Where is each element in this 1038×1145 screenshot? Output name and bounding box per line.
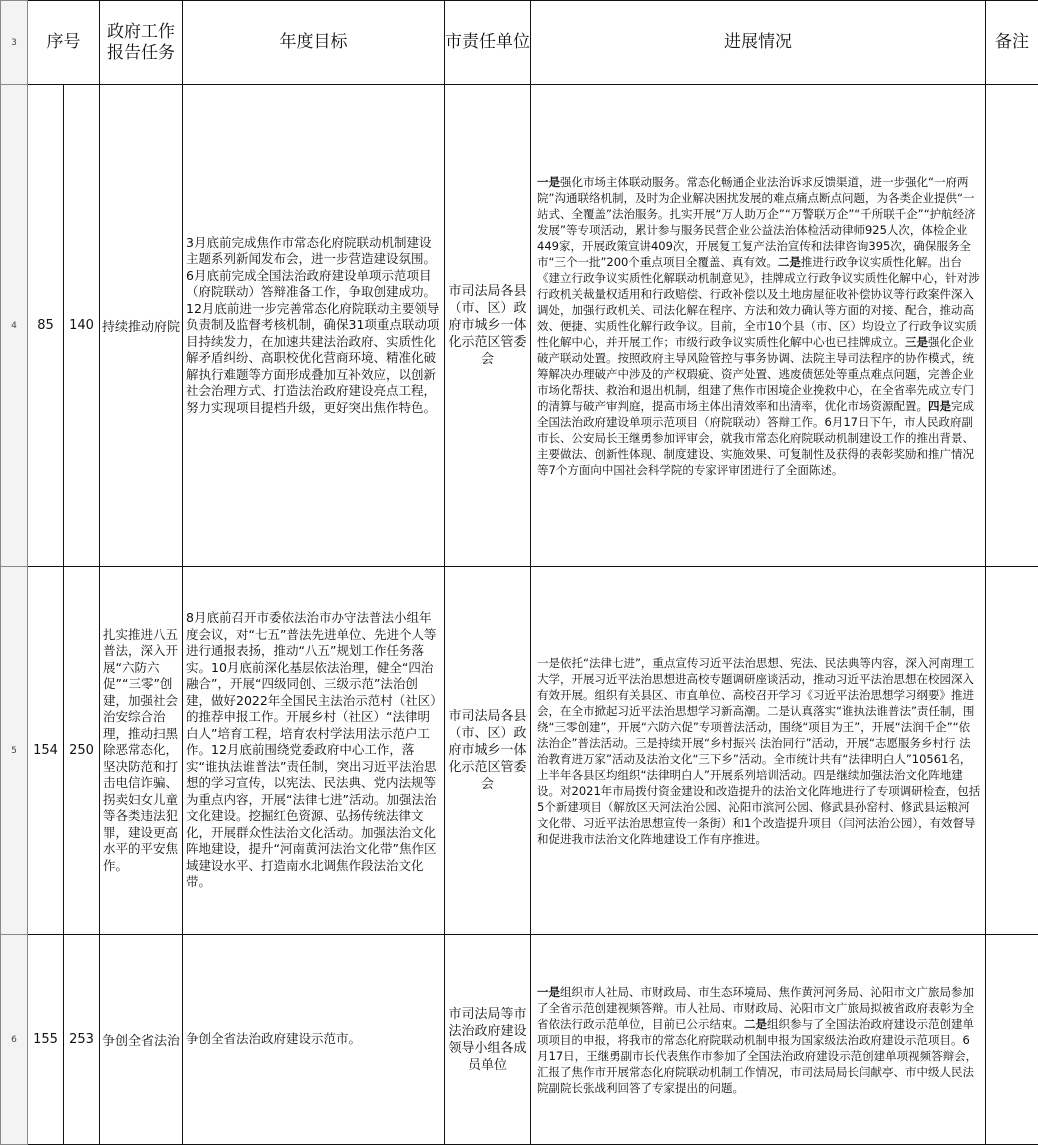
row-number[interactable]: 5: [1, 567, 28, 935]
progress-bold: 二是: [777, 254, 801, 269]
seq-number-1: 85: [28, 85, 64, 567]
progress-bold: 三是: [905, 334, 928, 349]
progress-cell: [531, 567, 986, 935]
task-cell: 持续推动府院: [100, 85, 183, 567]
header-progress: 进展情况: [531, 1, 986, 85]
row-number[interactable]: 3: [1, 1, 28, 85]
remark-cell: [986, 935, 1038, 1145]
progress-text: 完成全国法治政府建设单项示范项目（府院联动）答辩工作。6月17日下午，市人民政府副市长、公安局长王继勇参加评审会，就我市常态化府院联动机制建设工作的推出背景、主要做法、创新性体现、制度建设、实施效果、可复制性及获得的表彰奖励和推广情况等7个方面向中国社会科学院的专家评审团进行了全面陈述。: [537, 398, 974, 477]
progress-text: 强化市场主体联动服务。常态化畅通企业法治诉求反馈渠道，进一步强化“一府两院”沟通联络机制，及时为企业解决困扰发展的难点痛点断点问题，为各类企业提供“一站式、全覆盖”法治服务。扎实开展“万人助万企”“万警联万企”“千所联千企”“护航经济发展”等专项活动，累计参与服务民营企业公益法治体检活动律师925人次，体检企业449家，开展政策宣讲409次，开展复工复产法治宣传和法律咨询395次，确保服务全市“三个一批”200个重点项目全覆盖、真有效。: [537, 174, 976, 269]
progress-cell: [531, 85, 986, 567]
row-number[interactable]: 4: [1, 85, 28, 567]
dept-cell: 市司法局各县（市、区）政府市城乡一体化示范区管委会: [445, 85, 531, 567]
header-row: [1, 1, 1038, 85]
header-goal: 年度目标: [183, 1, 445, 85]
progress-text: 强化企业破产联动处置。按照政府主导风险管控与事务协调、法院主导司法程序的协作模式，统筹解决办理破产中涉及的产权瑕疵、资产处置、逃废债惩处等重点难点问题，完善企业市场化帮扶、救治和退出机制，组建了焦作市困境企业挽救中心，在全省率先成立专门的清算与破产审判庭，提高市场主体出清效率和出清率，优化市场资源配置。: [537, 334, 974, 413]
seq-number-1: 154: [28, 567, 64, 935]
progress-text: 一是依托“法律七进”，重点宣传习近平法治思想、宪法、民法典等内容，深入河南理工大学，开展习近平法治思想进高校专题调研座谈活动，推动习近平法治思想在校园深入有效开展。组织有关县区、市直单位、高校召开学习《习近平法治思想学习纲要》推进会，在全市掀起习近平法治思想学习新高潮。二是认真落实“谁执法谁普法”责任制，围绕“三零创建”，开展“六防六促”专项普法活动，围绕“项目为王”，开展“法润千企”“依法治企”普法活动。三是持续开展“乡村振兴 法治同行”活动，开展“志愿服务乡村行 法治教育进万家”活动及法治文化“三下乡”活动。全市统计共有“法律明白人”10561名，上半年各县区均组织“法律明白人”开展系列培训活动。四是继续加强法治文化阵地建设。对2021年市局拨付资金建设和改造提升的法治文化阵地进行了专项调研检查，包括5个新建项目（解放区天河法治公园、沁阳市滨河公园、修武县孙窑村、修武县运粮河文化带、习近平法治思想宣传一条街）和1个改造提升项目（闫河法治公园），有效督导和促进我市法治文化阵地建设工作有序推进。: [537, 655, 981, 846]
progress-bold: 二是: [744, 1016, 767, 1031]
header-seq: 序号: [28, 1, 100, 85]
progress-bold: 四是: [928, 398, 951, 413]
table-row: [1, 567, 1038, 935]
seq-number-2: 250: [64, 567, 100, 935]
progress-bold: 一是: [537, 174, 560, 189]
remark-cell: [986, 567, 1038, 935]
task-cell: 争创全省法治: [100, 935, 183, 1145]
progress-text: 推进行政争议实质性化解。出台《建立行政争议实质性化解联动机制意见》，挂牌成立行政争议实质性化解中心，针对涉行政机关裁量权适用和行政赔偿、行政补偿以及土地房屋征收补偿协议等行政案件深入调处，加强行政机关、司法化解在程序、方法和效力确认等方面的对接、配合，推动高效、便捷、实质性化解行政争议。目前，全市10个县（市、区）均设立了行政争议实质性化解中心，并开展工作；市级行政争议实质性化解中心也已挂牌成立。: [537, 254, 980, 349]
goal-cell: 8月底前召开市委依法治市办守法普法小组年度会议，对“七五”普法先进单位、先进个人等进行通报表扬，推动“八五”规划工作任务落实。10月底前深化基层依法治理，健全“四治融合”，开展“四级同创、三级示范”法治创建，做好2022年全国民主法治示范村（社区）的推荐申报工作。开展乡村（社区）“法律明白人”培育工程，培育农村学法用法示范户工作。12月底前围绕党委政府中心工作，落实“谁执法谁普法”责任制，突出习近平法治思想的学习宣传，以宪法、民法典、党内法规等为重点内容，开展“法律七进”活动。加强法治文化建设。挖掘红色资源、弘扬传统法律文化，开展群众性法治文化活动。加强法治文化阵地建设，提升“河南黄河法治文化带”焦作区域建设水平、打造南水北调焦作段法治文化带。: [183, 567, 445, 935]
seq-number-2: 140: [64, 85, 100, 567]
task-cell: 扎实推进八五普法，深入开展“六防六促”“三零”创建，加强社会治安综合治理，推动扫黑除恶常态化，坚决防范和打击电信诈骗、拐卖妇女儿童等各类违法犯罪，建设更高水平的平安焦作。: [100, 567, 183, 935]
goal-cell: 争创全省法治政府建设示范市。: [183, 935, 445, 1145]
seq-number-1: 155: [28, 935, 64, 1145]
table-row: [1, 935, 1038, 1145]
table-row: [1, 85, 1038, 567]
dept-cell: 市司法局各县（市、区）政府市城乡一体化示范区管委会: [445, 567, 531, 935]
progress-text: 组织参与了全国法治政府建设示范创建单项项目的申报，将我市的常态化府院联动机制申报为国家级法治政府建设示范项目。6月17日，王继勇副市长代表焦作市参加了全国法治政府建设示范创建单项视频答辩会，汇报了焦作市开展常态化府院联动机制工作情况，市司法局局长闫献亭、市中级人民法院副院长张战利回答了专家提出的问题。: [537, 1016, 978, 1095]
goal-cell: 3月底前完成焦作市常态化府院联动机制建设主题系列新闻发布会，进一步营造建设氛围。6月底前完成全国法治政府建设单项示范项目（府院联动）答辩准备工作，争取创建成功。12月底前进一步完善常态化府院联动主要领导负责制及监督考核机制，确保31项重点联动项目持续发力，在加速共建法治政府、实质性化解矛盾纠纷、高职校优化营商环境、精准化破解执行难题等方面形成叠加互补效应，以创新社会治理方式、打造法治政府建设亮点工程，努力实现项目提档升级，更好突出焦作特色。: [183, 85, 445, 567]
header-dept: 市责任单位: [445, 1, 531, 85]
remark-cell: [986, 85, 1038, 567]
seq-number-2: 253: [64, 935, 100, 1145]
progress-bold: 一是: [537, 984, 560, 999]
progress-cell: [531, 935, 986, 1145]
header-task: 政府工作报告任务: [100, 1, 183, 85]
progress-text: 组织市人社局、市财政局、市生态环境局、焦作黄河河务局、沁阳市文广旅局参加了全省示范创建视频答辩。市人社局、市财政局、沁阳市文广旅局拟被省政府表彰为全省依法行政示范单位，目前已公示结束。: [537, 984, 974, 1031]
row-number[interactable]: 6: [1, 935, 28, 1145]
dept-cell: 市司法局等市法治政府建设领导小组各成员单位: [445, 935, 531, 1145]
header-remark: 备注: [986, 1, 1038, 85]
